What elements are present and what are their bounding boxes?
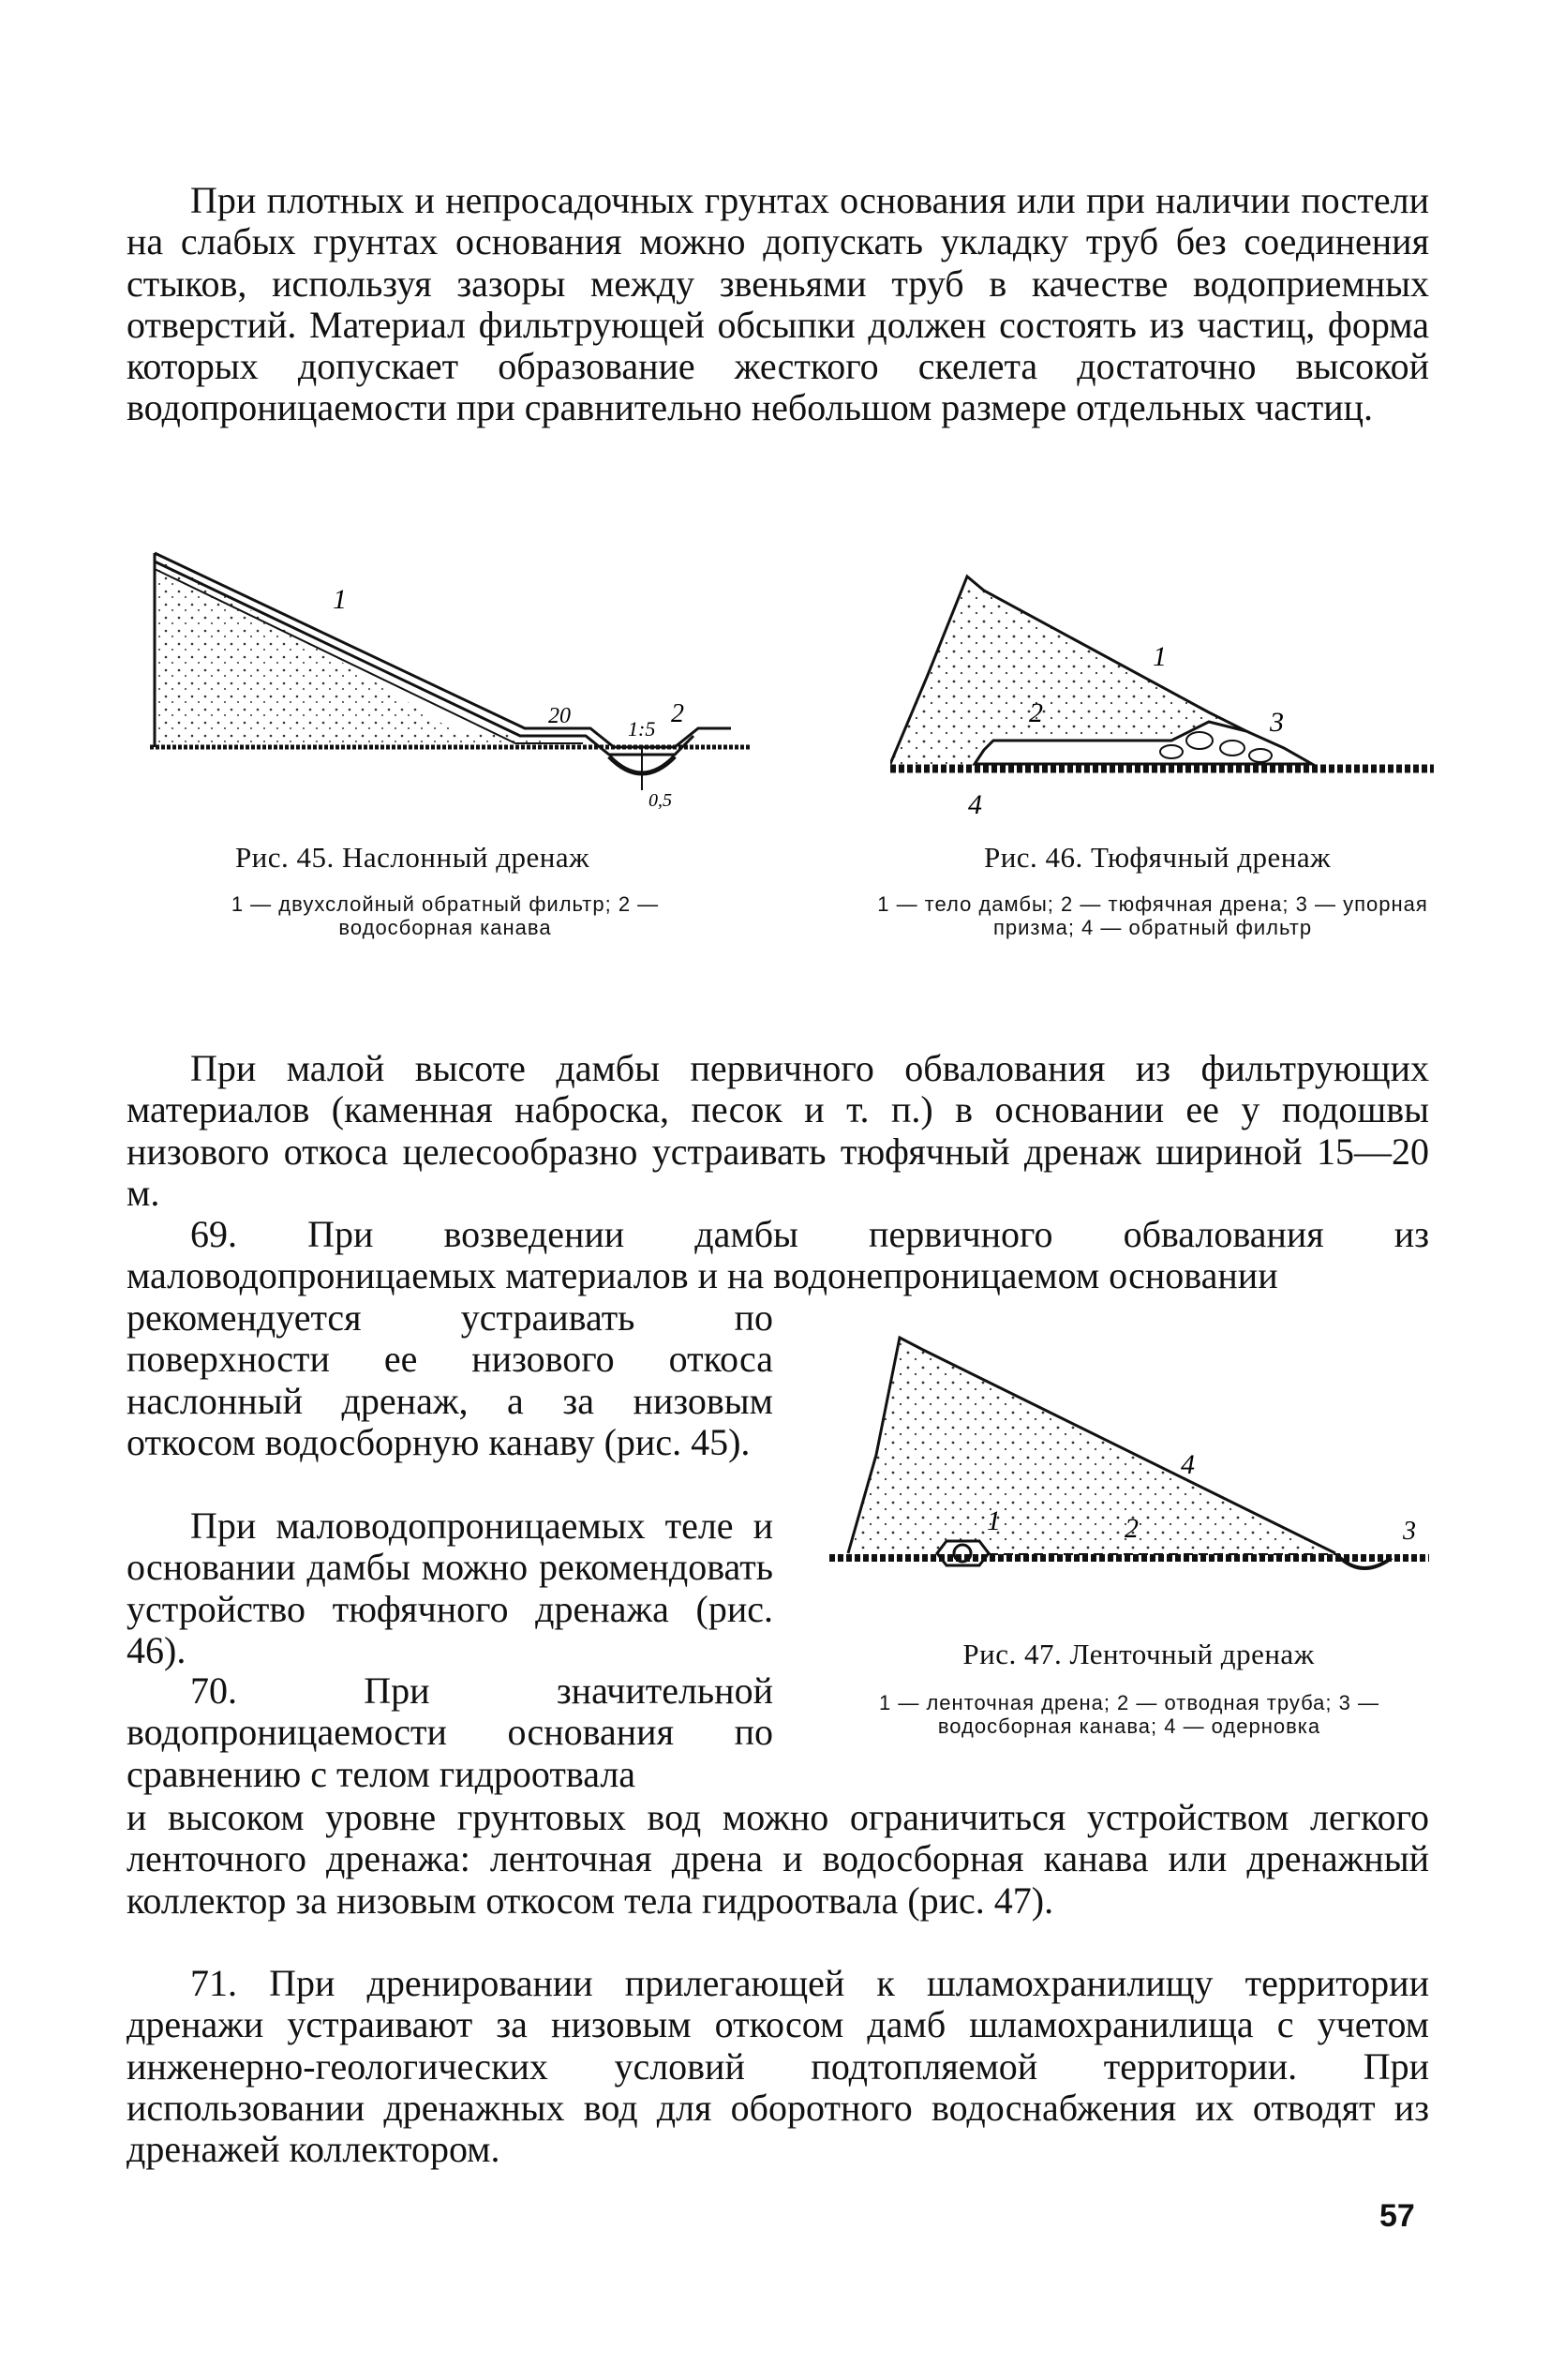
figure-46-title: Рис. 46. Тюфячный дренаж (983, 841, 1332, 874)
figure-45-legend: 1 — двухслойный обратный фильтр; 2 — водосборная канава (231, 892, 660, 939)
fig45-dim-slope: 1:5 (628, 717, 656, 741)
figure-47-title: Рис. 47. Ленточный дренаж (962, 1638, 1315, 1670)
figure-47-drawing (829, 1333, 1429, 1614)
dam-body-47 (848, 1338, 1335, 1553)
figure-46-drawing (890, 572, 1434, 825)
paragraph-71: 71. При дренировании прилегающей к шламохранилищу территории дренажи устраивают за низовым откосом дамб шламохранилища с учетом инженерно-геологических условий подтопляемой территории. При использовании дренажных вод для оборотного водоснабжения их отводят из дренажей коллектором. (127, 1962, 1429, 2171)
fig47-label-3: 3 (1403, 1517, 1416, 1546)
fig45-label-1: 1 (333, 584, 347, 615)
fig47-label-2: 2 (1125, 1513, 1139, 1544)
paragraph-pipe-laying: При плотных и непросадочных грунтах основания или при наличии постели на слабых грунтах основания можно допускать укладку труб без соединения стыков, используя зазоры между звеньями труб в качестве водоприемных отверстий. Материал фильтрующей обсыпки должен состоять из частиц, форма которых допускает образование жесткого скелета достаточно высокой водопроницаемости при сравнительно небольшом размере отдельных частиц. (127, 179, 1429, 429)
fig45-dim-depth: 0,5 (648, 790, 672, 811)
fig45-label-2: 2 (671, 699, 684, 728)
fig46-label-3: 3 (1270, 707, 1284, 738)
paragraph-69-start: 69. При возведении дамбы первичного обвалования из маловодопроницаемых материалов и на водонепроницаемом основании (127, 1213, 1429, 1297)
fig46-label-4: 4 (968, 789, 982, 820)
paragraph-impermeable: При маловодопроницаемых теле и основании дамбы можно рекомендовать устройство тюфячного дренажа (рис. 46). (127, 1504, 773, 1671)
figure-45-svg (150, 548, 750, 830)
paragraph-70-continued: и высоком уровне грунтовых вод можно ограничиться устройством легкого ленточного дренажа: ленточная дрена и водосборная канава или дренажный коллектор за низовым откосом тела гидроотвала (рис. 47). (127, 1796, 1429, 1922)
fig46-label-1: 1 (1153, 641, 1167, 672)
figure-45-drawing (150, 548, 750, 830)
fig45-dim-20: 20 (548, 704, 571, 728)
fig46-label-2: 2 (1029, 697, 1043, 728)
fig47-label-1: 1 (987, 1505, 1001, 1536)
figure-47-legend: 1 — ленточная дрена; 2 — отводная труба; 3 — водосборная канава; 4 — одерновка (879, 1691, 1379, 1738)
paragraph-70-start: 70. При значительной водопроницаемости основания по сравнению с телом гидроотвала (127, 1669, 773, 1795)
paragraph-mattress-drain: При малой высоте дамбы первичного обвалования из фильтрующих материалов (каменная наброска, песок и т. п.) в основании ее у подошвы низового откоса целесообразно устраивать тюфячный дренаж шириной 15—20 м. (127, 1047, 1429, 1214)
figure-45-title: Рис. 45. Наслонный дренаж (234, 841, 590, 874)
figure-46-legend: 1 — тело дамбы; 2 — тюфячная дрена; 3 — упорная призма; 4 — обратный фильтр (877, 892, 1428, 939)
paragraph-69-continued: рекомендуется устраивать по поверхности ее низового откоса наслонный дренаж, а за низовым откосом водосборную канаву (рис. 45). (127, 1296, 773, 1463)
figure-47-svg (829, 1333, 1429, 1614)
page-number: 57 (1379, 2198, 1415, 2234)
fig47-label-4: 4 (1181, 1449, 1195, 1480)
figure-46-svg (890, 572, 1434, 825)
